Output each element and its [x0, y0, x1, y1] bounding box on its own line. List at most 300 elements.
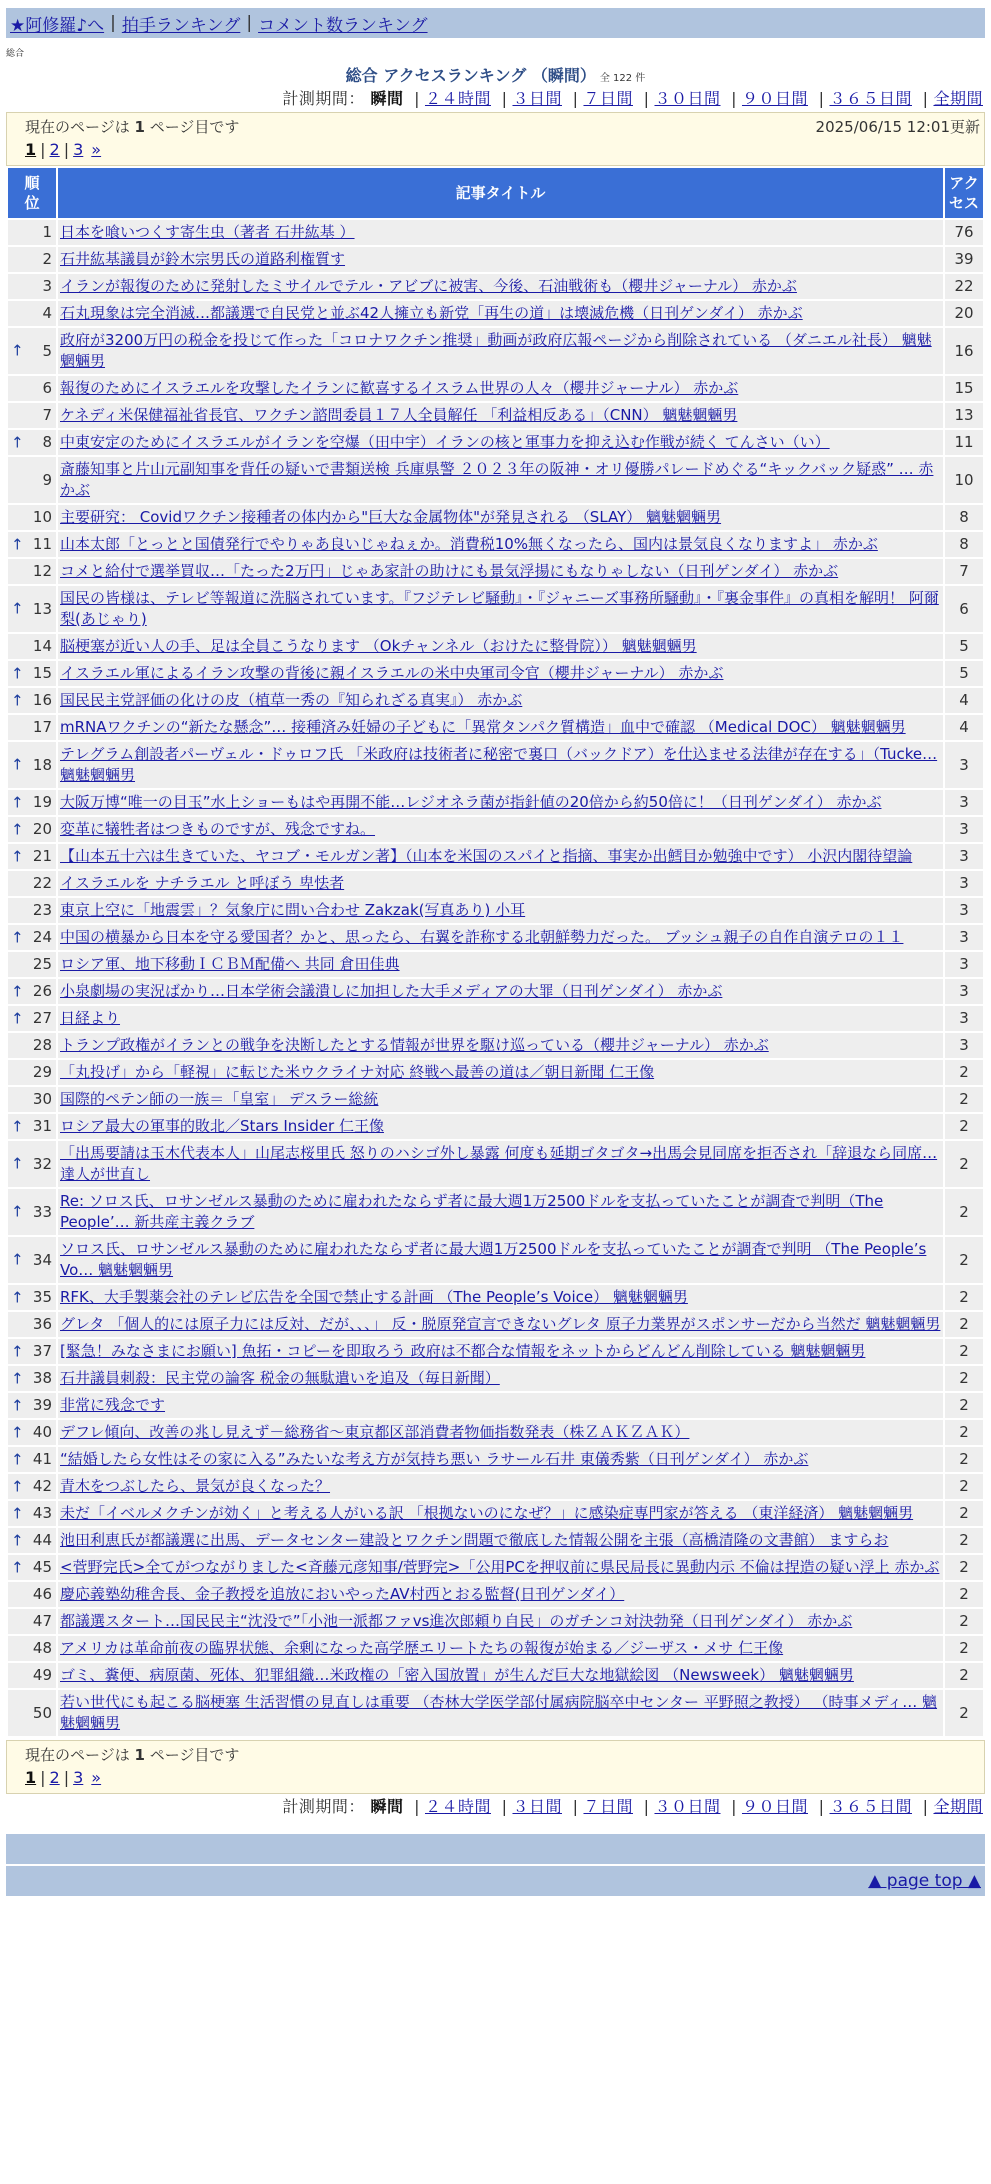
rank-cell	[8, 979, 56, 1004]
table-row	[8, 586, 983, 632]
article-link[interactable]: 山本太郎「とっとと国債発行でやりゃあ良いじゃねぇか。消費税10%無くなったら、国内は景気良くなりますよ」 赤かぶ	[60, 535, 878, 553]
period-all-link[interactable]: 全期間	[933, 89, 983, 108]
rank-cell	[8, 1285, 56, 1310]
rank-number: 26	[32, 982, 52, 1000]
rank-cell	[8, 376, 56, 401]
article-link[interactable]: ロシア軍、地下移動ＩＣＢＭ配備へ 共同 倉田佳典	[60, 955, 400, 973]
title-cell	[58, 220, 943, 245]
access-count: 2	[945, 1474, 983, 1499]
rank-number: 44	[32, 1531, 52, 1549]
table-row	[8, 532, 983, 557]
article-link[interactable]: 国民民主党評価の化けの皮（植草一秀の『知られざる真実』） 赤かぶ	[60, 691, 523, 709]
rank-cell	[8, 1420, 56, 1445]
rank-cell	[8, 742, 56, 788]
rank-cell	[8, 532, 56, 557]
title-cell	[58, 979, 943, 1004]
article-link[interactable]: 未だ「イベルメクチンが効く」と考える人がいる訳 「根拠ないのになぜ？」に感染症専門家が答える （東洋経済） 魑魅魍魎男	[60, 1504, 914, 1522]
access-count: 4	[945, 715, 983, 740]
article-link[interactable]: 慶応義塾幼稚舎長、金子教授を追放においやったAV村西とおる監督(日刊ゲンダイ）	[60, 1585, 625, 1603]
page-3-link[interactable]: 3	[73, 140, 84, 159]
article-link[interactable]: 中国の横暴から日本を守る愛国者？かと、思ったら、右翼を詐称する北朝鮮勢力だった。 ブッシュ親子の自作自演テロの１１	[60, 928, 904, 946]
article-link[interactable]: デフレ傾向、改善の兆し見えず－総務省～東京都区部消費者物価指数発表（株ＺＡＫＺＡＫ）	[60, 1423, 690, 1441]
rank-cell	[8, 1636, 56, 1661]
page-title: 総合 アクセスランキング （瞬間）	[345, 66, 596, 85]
table-row	[8, 1447, 983, 1472]
article-link[interactable]: イランが報復のために発射したミサイルでテル・アビブに被害、今後、石油戦術も（櫻井ジャーナル） 赤かぶ	[60, 277, 797, 295]
access-count: 2	[945, 1609, 983, 1634]
title-cell	[58, 1087, 943, 1112]
title-cell	[58, 274, 943, 299]
access-count: 2	[945, 1087, 983, 1112]
rank-cell	[8, 790, 56, 815]
article-link[interactable]: 石井紘基議員が鈴木宗男氏の道路利権質す	[60, 250, 346, 268]
rank-up-arrow-icon: ↑	[11, 1504, 24, 1522]
col-title-header: 記事タイトル	[58, 168, 943, 218]
article-link[interactable]: イスラエルを ナチラエル と呼ぼう 卑怯者	[60, 874, 345, 892]
rank-cell	[8, 817, 56, 842]
access-count: 20	[945, 301, 983, 326]
period-24h-link[interactable]: ２４時間	[424, 89, 491, 108]
rank-cell	[8, 457, 56, 503]
rank-cell	[8, 715, 56, 740]
article-link[interactable]: 日経より	[60, 1009, 121, 1027]
rank-cell	[8, 1339, 56, 1364]
access-count: 2	[945, 1501, 983, 1526]
access-count: 8	[945, 532, 983, 557]
article-link[interactable]: 政府が3200万円の税金を投じて作った「コロナワクチン推奨」動画が政府広報ページから削除されている （ダニエル社長） 魑魅魍魎男	[60, 331, 932, 370]
rank-cell	[8, 1087, 56, 1112]
rank-number: 35	[32, 1288, 52, 1306]
rank-number: 6	[42, 379, 52, 397]
title-cell	[58, 790, 943, 815]
rank-number: 13	[32, 599, 52, 618]
article-link[interactable]: 主要研究： Covidワクチン接種者の体内から"巨大な金属物体"が発見される （SLAY） 魑魅魍魎男	[60, 508, 722, 526]
top-nav-bar	[6, 8, 985, 38]
table-row	[8, 430, 983, 455]
page-info-bottom	[6, 1740, 985, 1794]
article-link[interactable]: コメと給付で選挙買収…「たった2万円」じゃあ家計の助けにも景気浮揚にもなりゃしない（日刊ゲンダイ） 赤かぶ	[60, 562, 839, 580]
table-row	[8, 1339, 983, 1364]
access-count: 3	[945, 925, 983, 950]
rank-cell	[8, 505, 56, 530]
table-row	[8, 220, 983, 245]
article-link[interactable]: <菅野完氏>全てがつながりました<斉藤元彦知事/菅野完>「公用PCを押収前に県民局長に異動内示 不倫は捏造の疑い浮上 赤かぶ	[60, 1558, 940, 1576]
rank-cell	[8, 1501, 56, 1526]
table-row	[8, 1237, 983, 1283]
rank-number: 43	[32, 1504, 52, 1522]
table-row	[8, 505, 983, 530]
rank-number: 25	[32, 955, 52, 973]
table-row	[8, 979, 983, 1004]
rank-number: 38	[32, 1369, 52, 1387]
title-cell	[58, 403, 943, 428]
title-cell	[58, 1420, 943, 1445]
current-page-text: 現在のページは 1 ページ目です	[25, 118, 240, 136]
table-row	[8, 1114, 983, 1139]
article-link[interactable]: 東京上空に「地震雲」？気象庁に問い合わせ Zakzak(写真あり) 小耳	[60, 901, 526, 919]
access-count: 3	[945, 817, 983, 842]
article-link[interactable]: 都議選スタート…国民民主“沈没で”「小池一派都ファvs進次郎頼り自民」のガチンコ対決勃発（日刊ゲンダイ） 赤かぶ	[60, 1612, 853, 1630]
access-count: 2	[945, 1141, 983, 1187]
title-cell	[58, 1189, 943, 1235]
table-row	[8, 1141, 983, 1187]
rank-number: 14	[32, 637, 52, 655]
article-link[interactable]: 国際的ペテン師の一族＝「皇室」 デスラー総統	[60, 1090, 379, 1108]
article-link[interactable]: アメリカは革命前夜の臨界状態、余剰になった高学歴エリートたちの報復が始まる／ジーザス・メサ 仁王像	[60, 1639, 784, 1657]
rank-number: 19	[32, 793, 52, 811]
rank-cell	[8, 247, 56, 272]
article-link[interactable]: 池田利恵氏が都議選に出馬、データセンター建設とワクチン問題で徹底した情報公開を主張（高橋清隆の文書館） ますらお	[60, 1531, 889, 1549]
table-row	[8, 790, 983, 815]
title-cell	[58, 301, 943, 326]
rank-cell	[8, 1528, 56, 1553]
title-cell	[58, 1663, 943, 1688]
access-count: 13	[945, 403, 983, 428]
rank-cell	[8, 688, 56, 713]
table-row	[8, 952, 983, 977]
article-link[interactable]: 石井議員刺殺：民主党の論客 税金の無駄遣いを追及（毎日新聞）	[60, 1369, 500, 1387]
article-link[interactable]: ロシア最大の軍事的敗北／Stars Insider 仁王像	[60, 1117, 384, 1135]
period-90d-link[interactable]: ９０日間	[741, 89, 808, 108]
rank-number: 46	[32, 1585, 52, 1603]
article-link[interactable]: Re: ソロス氏、ロサンゼルス暴動のために雇われたならず者に最大週1万2500ドルを支払っていたことが調査で判明（The People’… 新共産主義クラブ	[60, 1192, 884, 1231]
article-link[interactable]: 斎藤知事と片山元副知事を背任の疑いで書類送検 兵庫県警 ２０２３年の阪神・オリ優勝パレードめぐる“キックバック疑惑” … 赤かぶ	[60, 460, 934, 499]
table-row	[8, 328, 983, 374]
article-link[interactable]: 小泉劇場の実況ばかり…日本学術会議潰しに加担した大手メディアの大罪（日刊ゲンダイ） 赤かぶ	[60, 982, 723, 1000]
period-selector-top: 計測期間： 瞬間 | ２４時間 | ３日間 | ７日間 | ３０日間 | ９０日間 | ３６５日間 | 全期間	[282, 89, 983, 108]
rank-cell	[8, 586, 56, 632]
access-count: 4	[945, 688, 983, 713]
rank-cell	[8, 1114, 56, 1139]
title-cell	[58, 532, 943, 557]
rank-number: 1	[42, 223, 52, 241]
rank-up-arrow-icon: ↑	[11, 1009, 24, 1027]
title-cell	[58, 1582, 943, 1607]
period-30d-link[interactable]: ３０日間	[654, 1797, 721, 1816]
table-row	[8, 1285, 983, 1310]
rank-number: 20	[32, 820, 52, 838]
access-count: 11	[945, 430, 983, 455]
access-count: 22	[945, 274, 983, 299]
table-row	[8, 925, 983, 950]
title-cell	[58, 1366, 943, 1391]
article-link[interactable]: 非常に残念です	[60, 1396, 166, 1414]
title-cell	[58, 688, 943, 713]
rank-cell	[8, 274, 56, 299]
next-page-link[interactable]: »	[91, 140, 102, 159]
article-link[interactable]: テレグラム創設者パーヴェル・ドゥロフ氏 「米政府は技術者に秘密で裏口（バックドア）を仕込ませる法律が存在する」（Tucke… 魑魅魍魎男	[60, 745, 938, 784]
article-link[interactable]: “結婚したら女性はその家に入る”みたいな考え方が気持ち悪い ラサール石井 東儀秀紫（日刊ゲンダイ） 赤かぶ	[60, 1450, 809, 1468]
table-row	[8, 1420, 983, 1445]
current-page-text: 現在のページは 1 ページ目です	[25, 1746, 240, 1764]
table-row	[8, 301, 983, 326]
page-current: 1	[25, 140, 37, 159]
rank-number: 8	[42, 433, 52, 451]
rank-cell	[8, 220, 56, 245]
title-cell	[58, 871, 943, 896]
rank-up-arrow-icon: ↑	[11, 1477, 24, 1495]
access-count: 2	[945, 1237, 983, 1283]
rank-cell	[8, 1474, 56, 1499]
access-count: 2	[945, 1447, 983, 1472]
article-link[interactable]: 「出馬要請は玉木代表本人」山尾志桜里氏 怒りのハシゴ外し暴露 何度も延期ゴタゴタ→出馬会見同席を拒否され「辞退なら同席… 達人が世直し	[60, 1144, 938, 1183]
article-link[interactable]: RFK、大手製薬会社のテレビ広告を全国で禁止する計画 （The People’s Voice） 魑魅魍魎男	[60, 1288, 688, 1306]
rank-cell	[8, 1690, 56, 1736]
rank-up-arrow-icon: ↑	[11, 1423, 24, 1441]
title-cell	[58, 1393, 943, 1418]
clap-ranking-link[interactable]: 拍手ランキング	[121, 15, 241, 36]
rank-cell	[8, 1366, 56, 1391]
table-row	[8, 1033, 983, 1058]
access-count: 10	[945, 457, 983, 503]
article-link[interactable]: ソロス氏、ロサンゼルス暴動のために雇われたならず者に最大週1万2500ドルを支払っていたことが調査で判明 （The People’s Vo… 魑魅魍魎男	[60, 1240, 927, 1279]
table-row	[8, 457, 983, 503]
page-info-top	[6, 112, 985, 166]
access-count: 5	[945, 661, 983, 686]
title-cell	[58, 1609, 943, 1634]
total-count: 全 122 件	[599, 73, 646, 84]
rank-number: 49	[32, 1666, 52, 1684]
title-cell	[58, 1501, 943, 1526]
article-link[interactable]: 脳梗塞が近い人の手、足は全員こうなります （Okチャンネル（おけたに整骨院）） 魑魅魍魎男	[60, 637, 697, 655]
access-count: 2	[945, 1366, 983, 1391]
rank-up-arrow-icon: ↑	[11, 1396, 24, 1414]
period-selector-bottom: 計測期間： 瞬間 | ２４時間 | ３日間 | ７日間 | ３０日間 | ９０日間 | ３６５日間 | 全期間	[282, 1797, 983, 1816]
rank-cell	[8, 1393, 56, 1418]
rank-up-arrow-icon: ↑	[11, 599, 24, 618]
article-link[interactable]: トランプ政権がイランとの戦争を決断したとする情報が世界を駆け巡っている（櫻井ジャーナル） 赤かぶ	[60, 1036, 769, 1054]
title-cell	[58, 247, 943, 272]
access-count: 6	[945, 586, 983, 632]
rank-number: 30	[32, 1090, 52, 1108]
rank-number: 33	[32, 1202, 52, 1221]
article-link[interactable]: 【山本五十六は生きていた、ヤコブ・モルガン著】（山本を米国のスパイと指摘、事実か出鱈目か勉強中です） 小沢内閣待望論	[60, 847, 913, 865]
rank-cell	[8, 898, 56, 923]
period-7d-link[interactable]: ７日間	[583, 1797, 633, 1816]
table-row	[8, 1006, 983, 1031]
period-7d-link[interactable]: ７日間	[583, 89, 633, 108]
title-cell	[58, 328, 943, 374]
rank-number: 18	[32, 755, 52, 774]
access-count: 3	[945, 898, 983, 923]
page-2-link[interactable]: 2	[49, 1768, 60, 1787]
period-365d-link[interactable]: ３６５日間	[829, 89, 912, 108]
table-row	[8, 898, 983, 923]
period-30d-link[interactable]: ３０日間	[654, 89, 721, 108]
title-cell	[58, 1114, 943, 1139]
access-count: 3	[945, 952, 983, 977]
title-cell	[58, 1285, 943, 1310]
rank-number: 24	[32, 928, 52, 946]
next-page-link[interactable]: »	[91, 1768, 102, 1787]
access-count: 8	[945, 505, 983, 530]
title-cell	[58, 586, 943, 632]
access-count: 7	[945, 559, 983, 584]
footer-bar-pagetop	[6, 1866, 985, 1896]
table-row	[8, 661, 983, 686]
rank-cell	[8, 844, 56, 869]
access-count: 3	[945, 844, 983, 869]
rank-cell	[8, 1312, 56, 1337]
rank-cell	[8, 1189, 56, 1235]
rank-number: 48	[32, 1639, 52, 1657]
comment-ranking-link[interactable]: コメント数ランキング	[258, 15, 428, 36]
table-row	[8, 1663, 983, 1688]
page-top-link[interactable]: ▲ page top ▲	[868, 1871, 981, 1891]
pagination-top: 1 | 2 | 3 »	[25, 140, 102, 159]
access-count: 3	[945, 790, 983, 815]
title-cell	[58, 817, 943, 842]
rank-cell	[8, 430, 56, 455]
table-row	[8, 1528, 983, 1553]
table-row	[8, 559, 983, 584]
access-count: 2	[945, 1528, 983, 1553]
rank-number: 31	[32, 1117, 52, 1135]
article-link[interactable]: イスラエル軍によるイラン攻撃の背後に親イスラエルの米中央軍司令官（櫻井ジャーナル） 赤かぶ	[60, 664, 724, 682]
access-count: 2	[945, 1663, 983, 1688]
title-cell	[58, 1141, 943, 1187]
rank-up-arrow-icon: ↑	[11, 1250, 24, 1269]
article-link[interactable]: グレタ 「個人的には原子力には反対、だが、、、」 反・脱原発宣言できないグレタ 原子力業界がスポンサーだから当然だ 魑魅魍魎男	[60, 1315, 941, 1333]
rank-number: 27	[32, 1009, 52, 1027]
article-link[interactable]: [緊急！みなさまにお願い] 魚拓・コピーを即取ろう 政府は不都合な情報をネットからどんどん削除している 魑魅魍魎男	[60, 1342, 866, 1360]
col-rank-header: 順位	[8, 168, 56, 218]
rank-up-arrow-icon: ↑	[11, 982, 24, 1000]
article-link[interactable]: 若い世代にも起こる脳梗塞 生活習慣の見直しは重要 （杏林大学医学部付属病院脳卒中センター 平野照之教授） （時事メディ… 魑魅魍魎男	[60, 1693, 938, 1732]
rank-cell	[8, 634, 56, 659]
rank-up-arrow-icon: ↑	[11, 1342, 24, 1360]
rank-number: 17	[32, 718, 52, 736]
title-cell	[58, 559, 943, 584]
rank-up-arrow-icon: ↑	[11, 433, 24, 451]
rank-cell	[8, 952, 56, 977]
article-link[interactable]: mRNAワクチンの“新たな懸念”… 接種済み妊婦の子どもに「異常タンパク質構造」血中で確認 （Medical DOC） 魑魅魍魎男	[60, 718, 906, 736]
page-current: 1	[25, 1768, 37, 1787]
updated-timestamp: 2025/06/15 12:01更新	[815, 118, 980, 136]
rank-up-arrow-icon: ↑	[11, 1117, 24, 1135]
rank-up-arrow-icon: ↑	[11, 1288, 24, 1306]
table-row	[8, 742, 983, 788]
nav-separator: |	[246, 13, 253, 33]
article-link[interactable]: ゴミ、糞便、病原菌、死体、犯罪組織…米政権の「密入国放置」が生んだ巨大な地獄絵図 （Newsweek） 魑魅魍魎男	[60, 1666, 854, 1684]
title-cell	[58, 376, 943, 401]
article-link[interactable]: 青木をつぶしたら、景気が良くなった？	[60, 1477, 331, 1495]
rank-cell	[8, 1555, 56, 1580]
title-cell	[58, 1474, 943, 1499]
title-cell	[58, 715, 943, 740]
title-cell	[58, 898, 943, 923]
rank-up-arrow-icon: ↑	[11, 1202, 24, 1221]
rank-number: 37	[32, 1342, 52, 1360]
period-24h-link[interactable]: ２４時間	[424, 1797, 491, 1816]
title-cell	[58, 1312, 943, 1337]
access-count: 2	[945, 1420, 983, 1445]
period-3d-link[interactable]: ３日間	[512, 1797, 562, 1816]
rank-cell	[8, 661, 56, 686]
nav-separator: |	[110, 13, 116, 33]
title-cell	[58, 457, 943, 503]
period-3d-link[interactable]: ３日間	[512, 89, 562, 108]
rank-cell	[8, 1447, 56, 1472]
period-90d-link[interactable]: ９０日間	[741, 1797, 808, 1816]
rank-up-arrow-icon: ↑	[11, 1154, 24, 1173]
access-count: 3	[945, 871, 983, 896]
article-link[interactable]: 報復のためにイスラエルを攻撃したイランに歓喜するイスラム世界の人々（櫻井ジャーナル） 赤かぶ	[60, 379, 739, 397]
col-access-header: アクセス	[945, 168, 983, 218]
rank-up-arrow-icon: ↑	[11, 928, 24, 946]
rank-cell	[8, 1663, 56, 1688]
article-link[interactable]: 中東安定のためにイスラエルがイランを空爆（田中宇）イランの核と軍事力を抑え込む作戦が続く てんさい（い）	[60, 433, 830, 451]
footer-bar	[6, 1834, 985, 1864]
rank-cell	[8, 871, 56, 896]
rank-number: 16	[32, 691, 52, 709]
table-row	[8, 1189, 983, 1235]
rank-number: 36	[32, 1315, 52, 1333]
rank-up-arrow-icon: ↑	[11, 820, 24, 838]
page-3-link[interactable]: 3	[73, 1768, 84, 1787]
table-row	[8, 1501, 983, 1526]
title-cell	[58, 952, 943, 977]
table-row	[8, 634, 983, 659]
title-cell	[58, 1033, 943, 1058]
article-link[interactable]: 国民の皆様は、テレビ等報道に洗脳されています。『フジテレビ騒動』・『ジャニーズ事務所騒動』・『裏金事件』の真相を解明！ 阿爾梨(あじゃり)	[60, 589, 939, 628]
rank-number: 2	[42, 250, 52, 268]
table-row	[8, 1609, 983, 1634]
period-label: 計測期間：	[282, 89, 365, 108]
table-row	[8, 1366, 983, 1391]
rank-cell	[8, 1609, 56, 1634]
access-count: 3	[945, 742, 983, 788]
table-row	[8, 817, 983, 842]
rank-number: 32	[32, 1154, 52, 1173]
article-link[interactable]: ケネディ米保健福祉省長官、ワクチン諮問委員１７人全員解任 「利益相反ある」（CNN） 魑魅魍魎男	[60, 406, 738, 424]
table-row	[8, 844, 983, 869]
article-link[interactable]: 「丸投げ」から「軽視」に転じた米ウクライナ対応 終戦へ最善の道は／朝日新聞 仁王像	[60, 1063, 655, 1081]
period-current: 瞬間	[370, 1797, 404, 1816]
article-link[interactable]: 大阪万博“唯一の目玉”水上ショーもはや再開不能…レジオネラ菌が指針値の20倍から約50倍に！（日刊ゲンダイ） 赤かぶ	[60, 793, 882, 811]
rank-up-arrow-icon: ↑	[11, 535, 24, 553]
rank-up-arrow-icon: ↑	[11, 1558, 24, 1576]
title-cell	[58, 1237, 943, 1283]
rank-number: 45	[32, 1558, 52, 1576]
pagination-bottom: 1 | 2 | 3 »	[25, 1768, 102, 1787]
table-row	[8, 1474, 983, 1499]
rank-number: 10	[32, 508, 52, 526]
rank-number: 11	[32, 535, 52, 553]
home-link[interactable]: ★阿修羅♪へ	[10, 15, 105, 36]
rank-number: 39	[32, 1396, 52, 1414]
page-2-link[interactable]: 2	[49, 140, 60, 159]
access-count: 3	[945, 1033, 983, 1058]
title-cell	[58, 1339, 943, 1364]
period-365d-link[interactable]: ３６５日間	[829, 1797, 912, 1816]
rank-number: 22	[32, 874, 52, 892]
rank-cell	[8, 559, 56, 584]
table-row	[8, 715, 983, 740]
table-row	[8, 1312, 983, 1337]
rank-up-arrow-icon: ↑	[11, 1450, 24, 1468]
title-cell	[58, 844, 943, 869]
title-cell	[58, 430, 943, 455]
article-link[interactable]: 石丸現象は完全消滅…都議選で自民党と並ぶ42人擁立も新党「再生の道」は壊滅危機（日刊ゲンダイ） 赤かぶ	[60, 304, 803, 322]
rank-number: 23	[32, 901, 52, 919]
article-link[interactable]: 変革に犠牲者はつきものですが、残念ですね。	[60, 820, 376, 838]
access-count: 2	[945, 1114, 983, 1139]
access-count: 2	[945, 1690, 983, 1736]
rank-up-arrow-icon: ↑	[11, 793, 24, 811]
period-all-link[interactable]: 全期間	[933, 1797, 983, 1816]
article-link[interactable]: 日本を喰いつくす寄生虫（著者 石井紘基 ）	[60, 223, 355, 241]
